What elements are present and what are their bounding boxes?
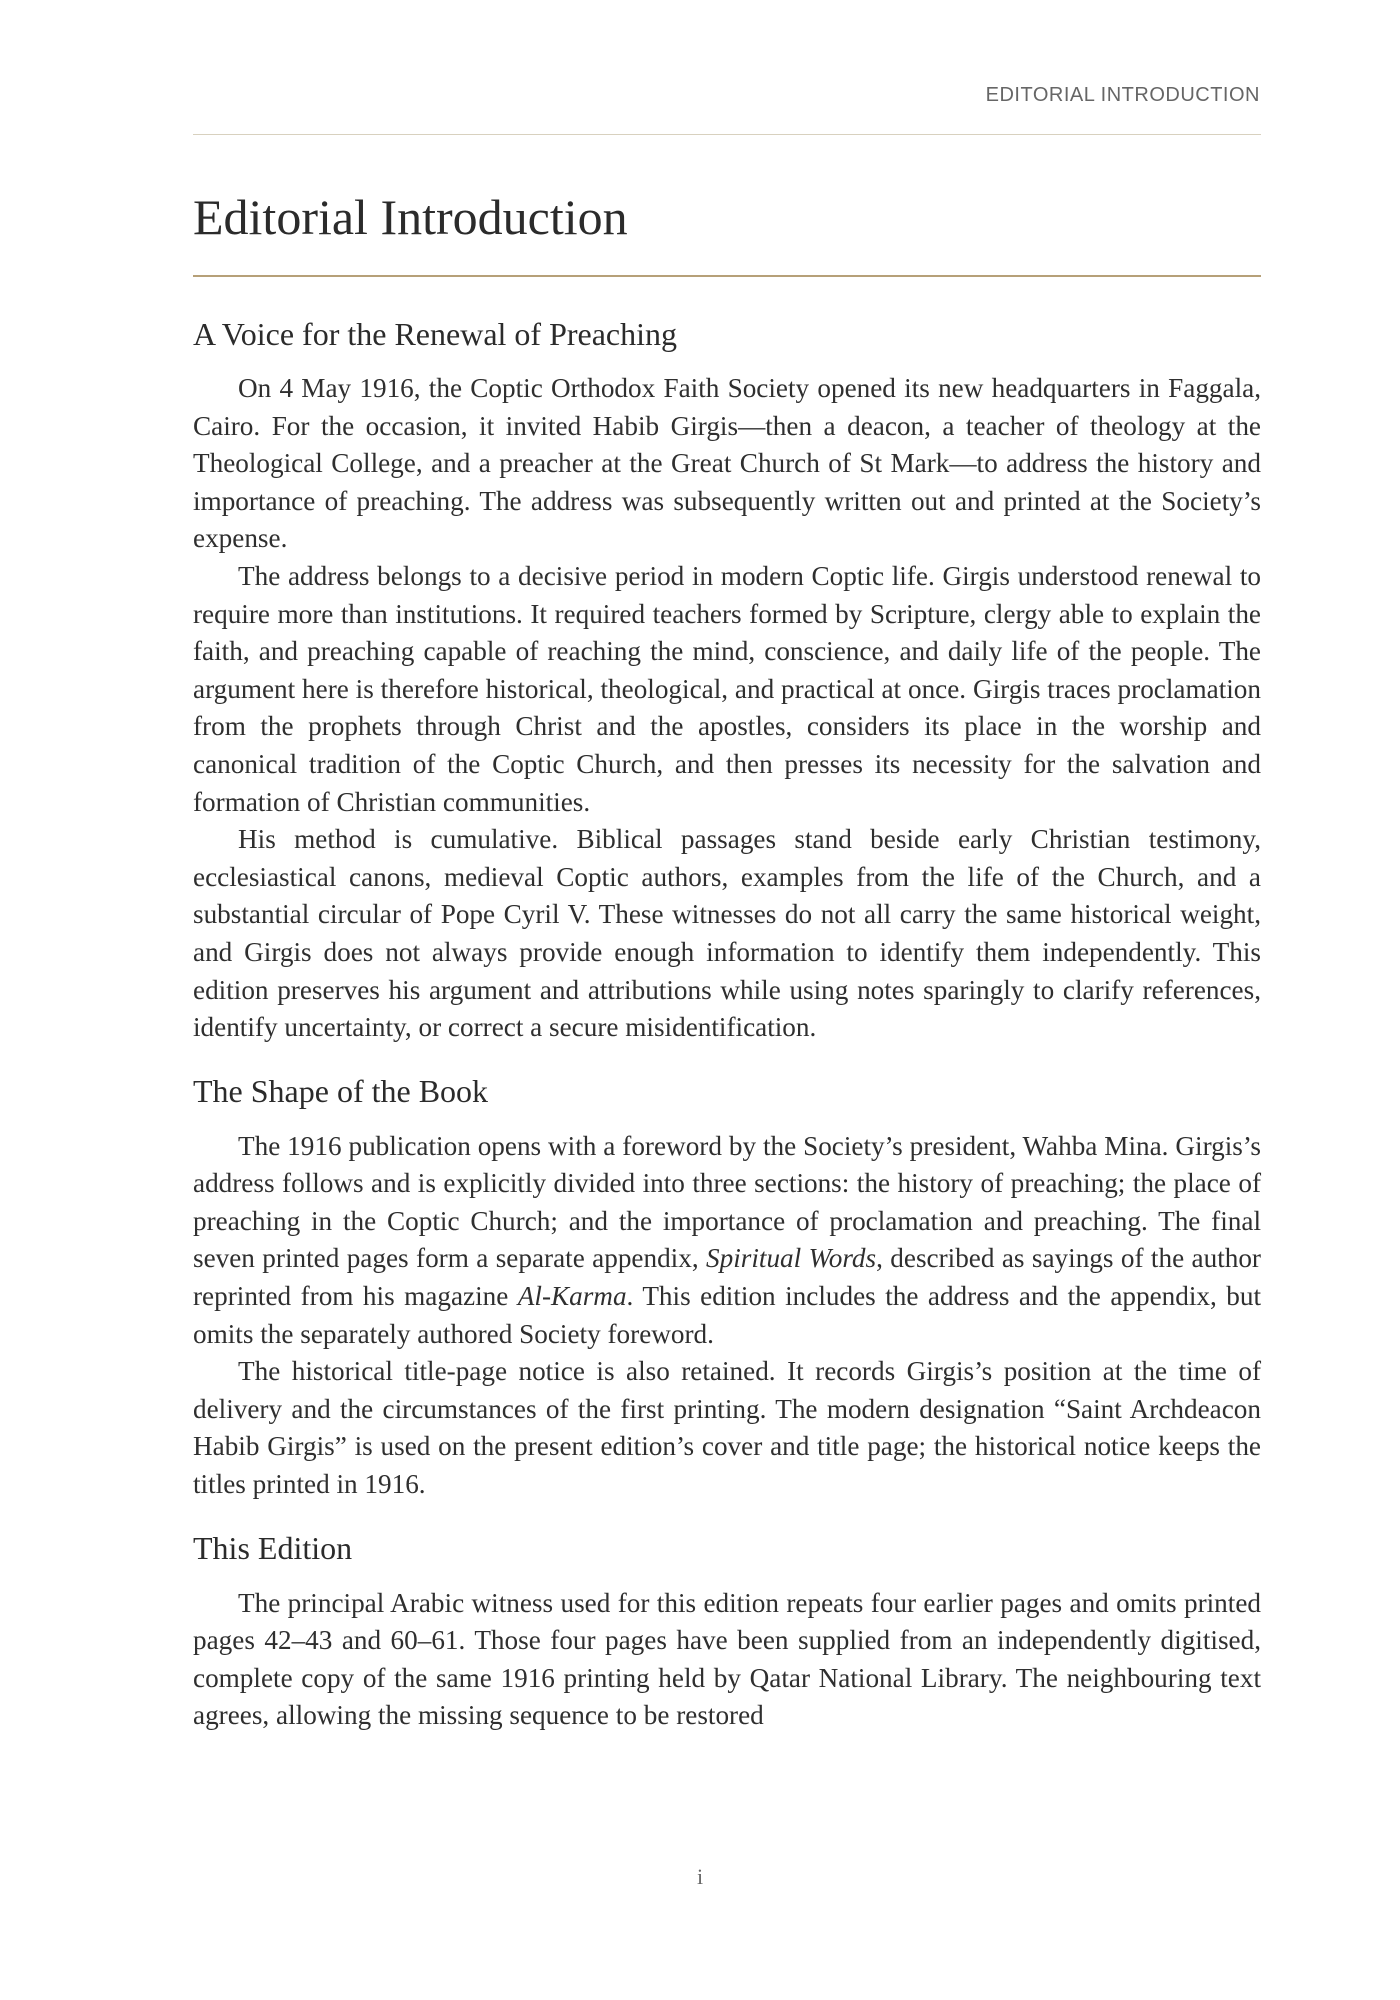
title-rule bbox=[193, 275, 1261, 277]
running-head: EDITORIAL INTRODUCTION bbox=[985, 84, 1260, 106]
chapter-title: Editorial Introduction bbox=[193, 189, 628, 245]
header-rule bbox=[193, 134, 1261, 135]
section-heading-renewal: A Voice for the Renewal of Preaching bbox=[193, 316, 678, 352]
paragraph-text: . This edition includes the address and the appendix, but omits the separately authored Society foreword. bbox=[193, 1281, 1261, 1349]
paragraph-text: The 1916 publication opens with a foreword by the Society’s president, Wahba Mina. Girgis’s address follows and is explicitly divided into three sections: the history of preaching; the place of preaching in the Coptic Church; and the importance of proclamation and preaching. The final seven printed pages form a separate appendix, bbox=[193, 1130, 1261, 1274]
paragraph bbox=[193, 1128, 1261, 1354]
body-text bbox=[193, 300, 1261, 1735]
section-heading-edition: This Edition bbox=[193, 1529, 353, 1566]
paragraph: His method is cumulative. Biblical passages stand beside early Christian testimony, ecclesiastical canons, medieval Coptic authors, examples from the life of the Church, and a substantial circular of Pope Cyril V. These witnesses do not all carry the same historical weight, and Girgis does not always provide enough information to identify them independently. This edition preserves his argument and attributions while using notes sparingly to clarify references, identify uncertainty, or correct a secure misidentification. bbox=[193, 824, 1261, 1043]
paragraph: On 4 May 1916, the Coptic Orthodox Faith Society opened its new headquarters in Faggala, Cairo. For the occasion, it invited Habib Girgis—then a deacon, a teacher of theology at the Theological College, and a preacher at the Great Church of St Mark—to address the history and importance of preaching. The address was subsequently written out and printed at the Society’s expense. bbox=[193, 373, 1261, 554]
page-number: i bbox=[696, 1864, 704, 1889]
paragraph: The address belongs to a decisive period in modern Coptic life. Girgis understood renewal to require more than institutions. It required teachers formed by Scripture, clergy able to explain the faith, and preaching capable of reaching the mind, conscience, and daily life of the people. The argument here is therefore historical, theological, and practical at once. Girgis traces proclamation from the prophets through Christ and the apostles, considers its place in the worship and canonical tradition of the Coptic Church, and then presses its necessity for the salvation and formation of Christian communities. bbox=[193, 560, 1261, 817]
italic-title-al-karma: Al-Karma bbox=[517, 1281, 627, 1312]
italic-title-spiritual-words: Spiritual Words bbox=[706, 1243, 877, 1274]
paragraph: The principal Arabic witness used for this edition repeats four earlier pages and omits printed pages 42–43 and 60–61. Those four pages have been supplied from an independently digitised, complete copy of the same 1916 printing held by Qatar National Library. The neighbouring text agrees, allowing the missing sequence to be restored bbox=[193, 1587, 1261, 1731]
paragraph-text: , described as sayings of the author reprinted from his magazine bbox=[193, 1243, 1261, 1312]
section-heading-shape: The Shape of the Book bbox=[193, 1072, 489, 1109]
paragraph: The historical title-page notice is also retained. It records Girgis’s position at the time of delivery and the circumstances of the first printing. The modern designation “Saint Archdeacon Habib Girgis” is used on the present edition’s cover and title page; the historical notice keeps the titles printed in 1916. bbox=[193, 1356, 1261, 1500]
